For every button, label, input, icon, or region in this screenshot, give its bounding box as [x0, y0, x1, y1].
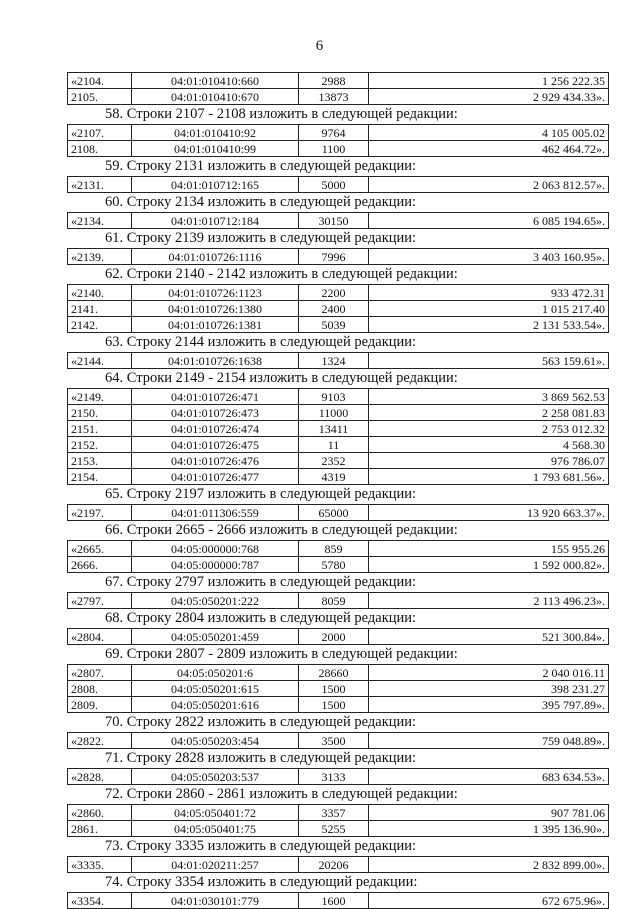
table-row [68, 665, 609, 681]
area-cell: 5780 [299, 557, 369, 573]
row-number-cell: 2154. [68, 469, 132, 485]
parcel-table [67, 72, 609, 105]
value-cell: 4 568.30 [369, 437, 609, 453]
value-cell: 2 113 496.23». [369, 593, 609, 609]
table-row [68, 213, 609, 229]
area-cell: 7996 [299, 249, 369, 265]
table-row [68, 389, 609, 405]
amendment-heading: 58. Строки 2107 - 2108 изложить в следующей редакции: [105, 106, 458, 122]
table-row [68, 541, 609, 557]
amendment-block [67, 521, 609, 573]
row-number-cell: «3354. [68, 893, 132, 909]
cadastral-number-cell: 04:01:010726:1381 [132, 317, 299, 333]
area-cell: 20206 [299, 857, 369, 873]
cadastral-number-cell: 04:01:010726:473 [132, 405, 299, 421]
table-row [68, 769, 609, 785]
parcel-table [67, 804, 609, 837]
amendment-heading: 62. Строки 2140 - 2142 изложить в следующей редакции: [105, 266, 458, 282]
amendment-block [67, 193, 609, 229]
parcel-table [67, 732, 609, 749]
row-number-cell: 2809. [68, 697, 132, 713]
value-cell: 2 753 012.32 [369, 421, 609, 437]
area-cell: 11 [299, 437, 369, 453]
table-row [68, 821, 609, 837]
row-number-cell: 2808. [68, 681, 132, 697]
amendment-block [67, 785, 609, 837]
value-cell: 1 256 222.35 [369, 73, 609, 89]
table-row [68, 405, 609, 421]
area-cell: 13411 [299, 421, 369, 437]
row-number-cell: «2804. [68, 629, 132, 645]
area-cell: 2000 [299, 629, 369, 645]
row-number-cell: «2149. [68, 389, 132, 405]
cadastral-number-cell: 04:05:050201:615 [132, 681, 299, 697]
amendment-block [67, 749, 609, 785]
value-cell: 1 395 136.90». [369, 821, 609, 837]
area-cell: 3500 [299, 733, 369, 749]
row-number-cell: «2139. [68, 249, 132, 265]
parcel-table [67, 284, 609, 333]
cadastral-number-cell: 04:05:050401:72 [132, 805, 299, 821]
cadastral-number-cell: 04:01:020211:257 [132, 857, 299, 873]
amendment-block [67, 485, 609, 521]
area-cell: 1500 [299, 697, 369, 713]
area-cell: 11000 [299, 405, 369, 421]
cadastral-number-cell: 04:01:010410:660 [132, 73, 299, 89]
table-row [68, 125, 609, 141]
value-cell: 1 793 681.56». [369, 469, 609, 485]
area-cell: 1600 [299, 893, 369, 909]
amendment-heading: 74. Строку 3354 изложить в следующий редакции: [105, 874, 418, 890]
cadastral-number-cell: 04:05:050203:537 [132, 769, 299, 785]
row-number-cell: 2141. [68, 301, 132, 317]
area-cell: 28660 [299, 665, 369, 681]
table-row [68, 177, 609, 193]
cadastral-number-cell: 04:05:000000:768 [132, 541, 299, 557]
amendment-block [67, 105, 609, 157]
cadastral-number-cell: 04:05:000000:787 [132, 557, 299, 573]
table-row [68, 317, 609, 333]
cadastral-number-cell: 04:01:010726:474 [132, 421, 299, 437]
cadastral-number-cell: 04:01:010726:1123 [132, 285, 299, 301]
amendment-heading: 59. Строку 2131 изложить в следующей редакции: [105, 158, 417, 174]
cadastral-number-cell: 04:01:010410:670 [132, 89, 299, 105]
cadastral-number-cell: 04:01:010726:476 [132, 453, 299, 469]
value-cell: 13 920 663.37». [369, 505, 609, 521]
amendment-block [67, 873, 609, 909]
value-cell: 521 300.84». [369, 629, 609, 645]
row-number-cell: 2152. [68, 437, 132, 453]
parcel-table [67, 628, 609, 645]
value-cell: 398 231.27 [369, 681, 609, 697]
value-cell: 683 634.53». [369, 769, 609, 785]
value-cell: 3 869 562.53 [369, 389, 609, 405]
area-cell: 1324 [299, 353, 369, 369]
row-number-cell: «2131. [68, 177, 132, 193]
value-cell: 933 472.31 [369, 285, 609, 301]
value-cell: 2 929 434.33». [369, 89, 609, 105]
parcel-table [67, 124, 609, 157]
amendment-block [67, 573, 609, 609]
amendment-heading: 71. Строку 2828 изложить в следующей редакции: [105, 750, 417, 766]
area-cell: 2400 [299, 301, 369, 317]
table-row [68, 301, 609, 317]
parcel-table [67, 212, 609, 229]
amendment-heading: 73. Строку 3335 изложить в следующей редакции: [105, 838, 417, 854]
value-cell: 4 105 005.02 [369, 125, 609, 141]
value-cell: 155 955.26 [369, 541, 609, 557]
cadastral-number-cell: 04:01:010410:92 [132, 125, 299, 141]
amendment-heading: 60. Строку 2134 изложить в следующей редакции: [105, 194, 417, 210]
row-number-cell: «2197. [68, 505, 132, 521]
value-cell: 2 258 081.83 [369, 405, 609, 421]
area-cell: 3133 [299, 769, 369, 785]
amendment-block [67, 837, 609, 873]
row-number-cell: 2142. [68, 317, 132, 333]
cadastral-number-cell: 04:05:050203:454 [132, 733, 299, 749]
table-row [68, 89, 609, 105]
amendment-block [67, 645, 609, 713]
row-number-cell: 2108. [68, 141, 132, 157]
amendment-heading: 61. Строку 2139 изложить в следующей редакции: [105, 230, 417, 246]
cadastral-number-cell: 04:05:050401:75 [132, 821, 299, 837]
amendment-block [67, 609, 609, 645]
row-number-cell: 2153. [68, 453, 132, 469]
area-cell: 2352 [299, 453, 369, 469]
table-row [68, 681, 609, 697]
value-cell: 462 464.72». [369, 141, 609, 157]
table-row [68, 557, 609, 573]
amendment-block [67, 713, 609, 749]
row-number-cell: «2807. [68, 665, 132, 681]
parcel-table [67, 352, 609, 369]
area-cell: 2200 [299, 285, 369, 301]
amendment-heading: 68. Строку 2804 изложить в следующей редакции: [105, 610, 417, 626]
table-row [68, 857, 609, 873]
cadastral-number-cell: 04:01:030101:779 [132, 893, 299, 909]
amendment-block [67, 157, 609, 193]
table-row [68, 141, 609, 157]
row-number-cell: «2665. [68, 541, 132, 557]
table-row [68, 469, 609, 485]
value-cell: 6 085 194.65». [369, 213, 609, 229]
area-cell: 5000 [299, 177, 369, 193]
area-cell: 3357 [299, 805, 369, 821]
area-cell: 859 [299, 541, 369, 557]
row-number-cell: 2861. [68, 821, 132, 837]
value-cell: 2 040 016.11 [369, 665, 609, 681]
area-cell: 65000 [299, 505, 369, 521]
cadastral-number-cell: 04:01:010726:1116 [132, 249, 299, 265]
table-row [68, 629, 609, 645]
row-number-cell: «2107. [68, 125, 132, 141]
area-cell: 30150 [299, 213, 369, 229]
value-cell: 759 048.89». [369, 733, 609, 749]
value-cell: 3 403 160.95». [369, 249, 609, 265]
parcel-table [67, 892, 609, 909]
value-cell: 1 592 000.82». [369, 557, 609, 573]
area-cell: 1500 [299, 681, 369, 697]
table-row [68, 593, 609, 609]
row-number-cell: «2104. [68, 73, 132, 89]
parcel-table [67, 388, 609, 485]
parcel-table [67, 248, 609, 265]
cadastral-number-cell: 04:01:010712:165 [132, 177, 299, 193]
cadastral-number-cell: 04:05:050201:222 [132, 593, 299, 609]
parcel-table [67, 856, 609, 873]
table-row [68, 421, 609, 437]
amendment-heading: 70. Строку 2822 изложить в следующей редакции: [105, 714, 417, 730]
amendment-block [67, 369, 609, 485]
value-cell: 2 063 812.57». [369, 177, 609, 193]
row-number-cell: «2144. [68, 353, 132, 369]
row-number-cell: «2134. [68, 213, 132, 229]
parcel-table [67, 592, 609, 609]
cadastral-number-cell: 04:01:010726:471 [132, 389, 299, 405]
cadastral-number-cell: 04:05:050201:6 [132, 665, 299, 681]
cadastral-number-cell: 04:01:010726:1638 [132, 353, 299, 369]
row-number-cell: «2822. [68, 733, 132, 749]
area-cell: 5255 [299, 821, 369, 837]
table-row [68, 697, 609, 713]
table-row [68, 73, 609, 89]
cadastral-number-cell: 04:05:050201:459 [132, 629, 299, 645]
amendment-heading: 67. Строку 2797 изложить в следующей редакции: [105, 574, 417, 590]
value-cell: 563 159.61». [369, 353, 609, 369]
area-cell: 9103 [299, 389, 369, 405]
parcel-table [67, 664, 609, 713]
row-number-cell: «2860. [68, 805, 132, 821]
cadastral-number-cell: 04:01:010726:477 [132, 469, 299, 485]
cadastral-number-cell: 04:01:010410:99 [132, 141, 299, 157]
table-row [68, 805, 609, 821]
amendments-list [67, 72, 609, 909]
table-row [68, 453, 609, 469]
area-cell: 13873 [299, 89, 369, 105]
cadastral-number-cell: 04:01:010726:1380 [132, 301, 299, 317]
table-row [68, 353, 609, 369]
value-cell: 395 797.89». [369, 697, 609, 713]
row-number-cell: 2151. [68, 421, 132, 437]
parcel-table [67, 504, 609, 521]
amendment-heading: 72. Строки 2860 - 2861 изложить в следующей редакции: [105, 786, 458, 802]
area-cell: 2988 [299, 73, 369, 89]
row-number-cell: «2797. [68, 593, 132, 609]
amendment-heading: 64. Строки 2149 - 2154 изложить в следующей редакции: [105, 370, 458, 386]
cadastral-number-cell: 04:05:050201:616 [132, 697, 299, 713]
parcel-table [67, 540, 609, 573]
table-row [68, 437, 609, 453]
row-number-cell: 2666. [68, 557, 132, 573]
parcel-table [67, 768, 609, 785]
row-number-cell: «2828. [68, 769, 132, 785]
value-cell: 672 675.96». [369, 893, 609, 909]
amendment-heading: 66. Строки 2665 - 2666 изложить в следующей редакции: [105, 522, 458, 538]
row-number-cell: 2105. [68, 89, 132, 105]
value-cell: 1 015 217.40 [369, 301, 609, 317]
amendment-heading: 69. Строки 2807 - 2809 изложить в следующей редакции: [105, 646, 458, 662]
row-number-cell: 2150. [68, 405, 132, 421]
area-cell: 8059 [299, 593, 369, 609]
parcel-table [67, 176, 609, 193]
table-row [68, 249, 609, 265]
table-row [68, 733, 609, 749]
value-cell: 907 781.06 [369, 805, 609, 821]
page-number: 6 [315, 38, 324, 54]
table-row [68, 893, 609, 909]
amendment-heading: 63. Строку 2144 изложить в следующей редакции: [105, 334, 417, 350]
area-cell: 9764 [299, 125, 369, 141]
amendment-block [67, 265, 609, 333]
value-cell: 2 131 533.54». [369, 317, 609, 333]
amendment-block [67, 333, 609, 369]
cadastral-number-cell: 04:01:010712:184 [132, 213, 299, 229]
amendment-block [67, 72, 609, 105]
cadastral-number-cell: 04:01:010726:475 [132, 437, 299, 453]
value-cell: 2 832 899.00». [369, 857, 609, 873]
area-cell: 5039 [299, 317, 369, 333]
row-number-cell: «3335. [68, 857, 132, 873]
amendment-heading: 65. Строку 2197 изложить в следующей редакции: [105, 486, 417, 502]
row-number-cell: «2140. [68, 285, 132, 301]
value-cell: 976 786.07 [369, 453, 609, 469]
area-cell: 4319 [299, 469, 369, 485]
amendment-block [67, 229, 609, 265]
area-cell: 1100 [299, 141, 369, 157]
table-row [68, 505, 609, 521]
table-row [68, 285, 609, 301]
cadastral-number-cell: 04:01:011306:559 [132, 505, 299, 521]
